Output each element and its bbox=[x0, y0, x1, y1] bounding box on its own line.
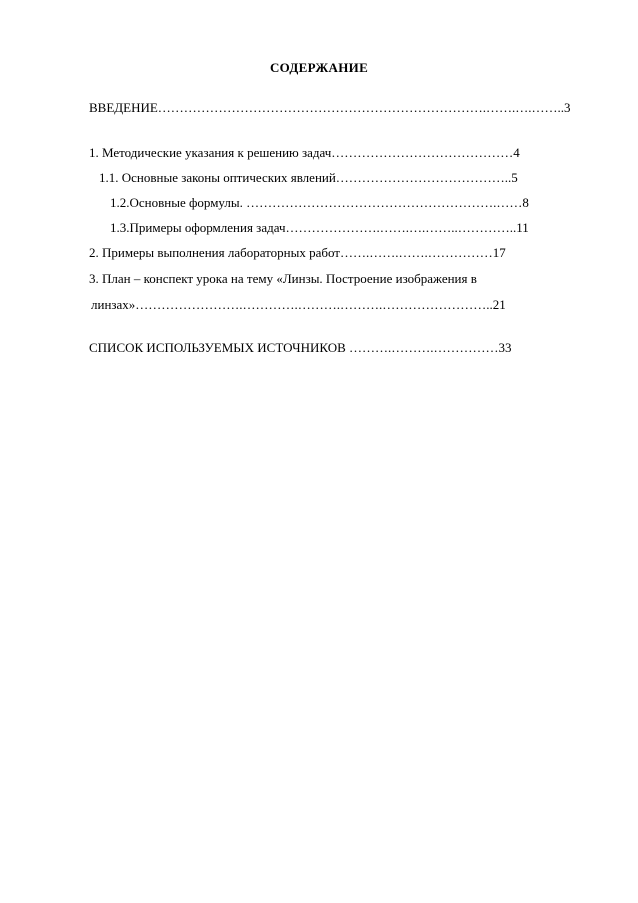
toc-entry-sources: СПИСОК ИСПОЛЬЗУЕМЫХ ИСТОЧНИКОВ ……….……….……………33 bbox=[89, 340, 512, 355]
toc-entry-section-1-3: 1.3.Примеры оформления задач………………….…….….……..…………..11 bbox=[110, 220, 529, 235]
toc-entry-section-3-line-2: линзах»…………………….………….……….……….……………………..21 bbox=[91, 297, 506, 312]
toc-entry-section-1-1: 1.1. Основные законы оптических явлений…………………………………..5 bbox=[99, 170, 518, 185]
toc-entry-section-3-line-1: 3. План – конспект урока на тему «Линзы. Построение изображения в bbox=[89, 271, 477, 286]
toc-entry-introduction: ВВЕДЕНИЕ………………………………………………………………….…….….……..3 bbox=[89, 100, 571, 115]
toc-entry-section-2: 2. Примеры выполнения лабораторных работ…….…….…….……………17 bbox=[89, 245, 506, 260]
toc-entry-section-1: 1. Методические указания к решению задач……………………………………4 bbox=[89, 145, 520, 160]
toc-entry-section-1-2: 1.2.Основные формулы. ………………………………………………….……8 bbox=[110, 195, 529, 210]
toc-title: СОДЕРЖАНИЕ bbox=[269, 60, 369, 75]
